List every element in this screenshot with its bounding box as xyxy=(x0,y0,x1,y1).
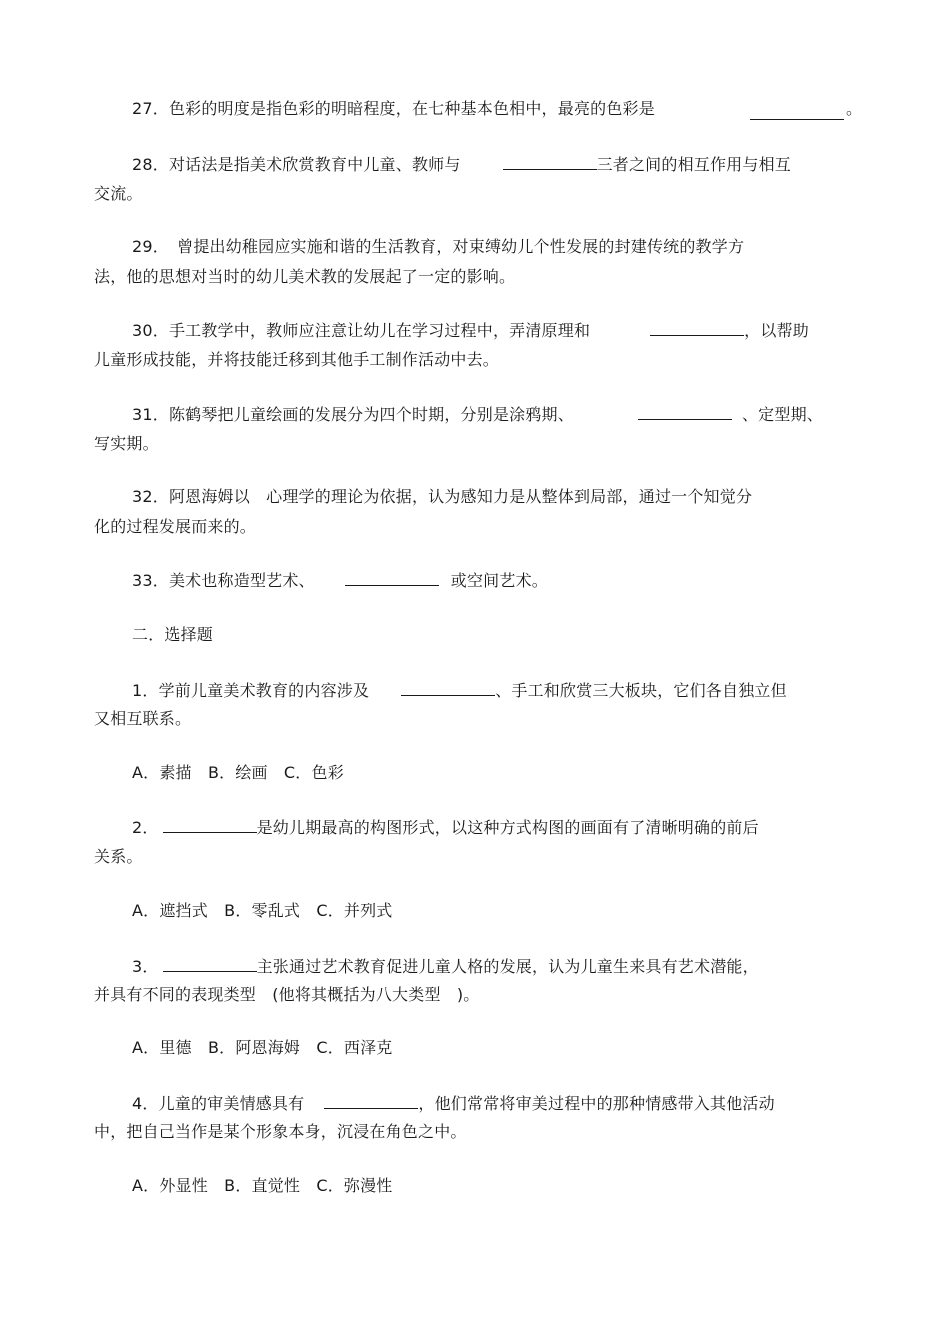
mc1-line2: 又相互联系。 xyxy=(94,709,192,728)
mc2-line1: 2． 是幼儿期最高的构图形式，以这种方式构图的画面有了清晰明确的前后 xyxy=(132,818,759,837)
q27-text: 27．色彩的明度是指色彩的明暗程度，在七种基本色相中，最亮的色彩是 xyxy=(132,99,655,118)
q27-end: 。 xyxy=(846,99,863,118)
q28-answer-blank[interactable] xyxy=(503,154,597,170)
mc3-line1: 3． 主张通过艺术教育促进儿童人格的发展，认为儿童生来具有艺术潜能， xyxy=(132,957,759,976)
mc1-line1: 1．学前儿童美术教育的内容涉及 、手工和欣赏三大板块，它们各自独立但 xyxy=(132,681,787,700)
mc1-answer-blank[interactable] xyxy=(401,680,495,696)
mc4-line2: 中，把自己当作是某个形象本身，沉浸在角色之中。 xyxy=(94,1122,467,1141)
mc3-answer-blank[interactable] xyxy=(163,956,257,972)
q33-answer-blank[interactable] xyxy=(345,570,439,586)
mc4-answer-blank[interactable] xyxy=(324,1093,418,1109)
mc1-options[interactable]: A．素描 B．绘画 C．色彩 xyxy=(132,763,344,782)
section-heading: 二．选择题 xyxy=(132,625,214,644)
mc2-answer-blank[interactable] xyxy=(163,817,257,833)
q29-line1: 29． 曾提出幼稚园应实施和谐的生活教育，对束缚幼儿个性发展的封建传统的教学方 xyxy=(132,237,745,256)
q31-answer-blank[interactable] xyxy=(638,404,732,420)
q33-line1: 33．美术也称造型艺术、 或空间艺术。 xyxy=(132,571,548,590)
q30-answer-blank[interactable] xyxy=(650,320,744,336)
q31-line1: 31．陈鹤琴把儿童绘画的发展分为四个时期，分别是涂鸦期、 、定型期、 xyxy=(132,405,823,424)
mc3-options[interactable]: A．里德 B．阿恩海姆 C．西泽克 xyxy=(132,1038,393,1057)
q32-line1: 32．阿恩海姆以 心理学的理论为依据，认为感知力是从整体到局部，通过一个知觉分 xyxy=(132,487,753,506)
q31-line2: 写实期。 xyxy=(94,434,159,453)
q29-line2: 法，他的思想对当时的幼儿美术教的发展起了一定的影响。 xyxy=(94,267,516,286)
q28-line1: 28．对话法是指美术欣赏教育中儿童、教师与 三者之间的相互作用与相互 xyxy=(132,155,791,174)
q28-line2: 交流。 xyxy=(94,184,143,203)
q30-line2: 儿童形成技能，并将技能迁移到其他手工制作活动中去。 xyxy=(94,350,500,369)
mc2-line2: 关系。 xyxy=(94,847,143,866)
q27-answer-blank[interactable] xyxy=(750,104,844,120)
q30-line1: 30．手工教学中，教师应注意让幼儿在学习过程中，弄清原理和 ，以帮助 xyxy=(132,321,809,340)
mc4-options[interactable]: A．外显性 B．直觉性 C．弥漫性 xyxy=(132,1176,393,1195)
mc2-options[interactable]: A．遮挡式 B．零乱式 C．并列式 xyxy=(132,901,393,920)
mc3-line2: 并具有不同的表现类型 (他将其概括为八大类型 )。 xyxy=(94,985,480,1004)
q32-line2: 化的过程发展而来的。 xyxy=(94,517,257,536)
mc4-line1: 4．儿童的审美情感具有 ，他们常常将审美过程中的那种情感带入其他活动 xyxy=(132,1094,775,1113)
